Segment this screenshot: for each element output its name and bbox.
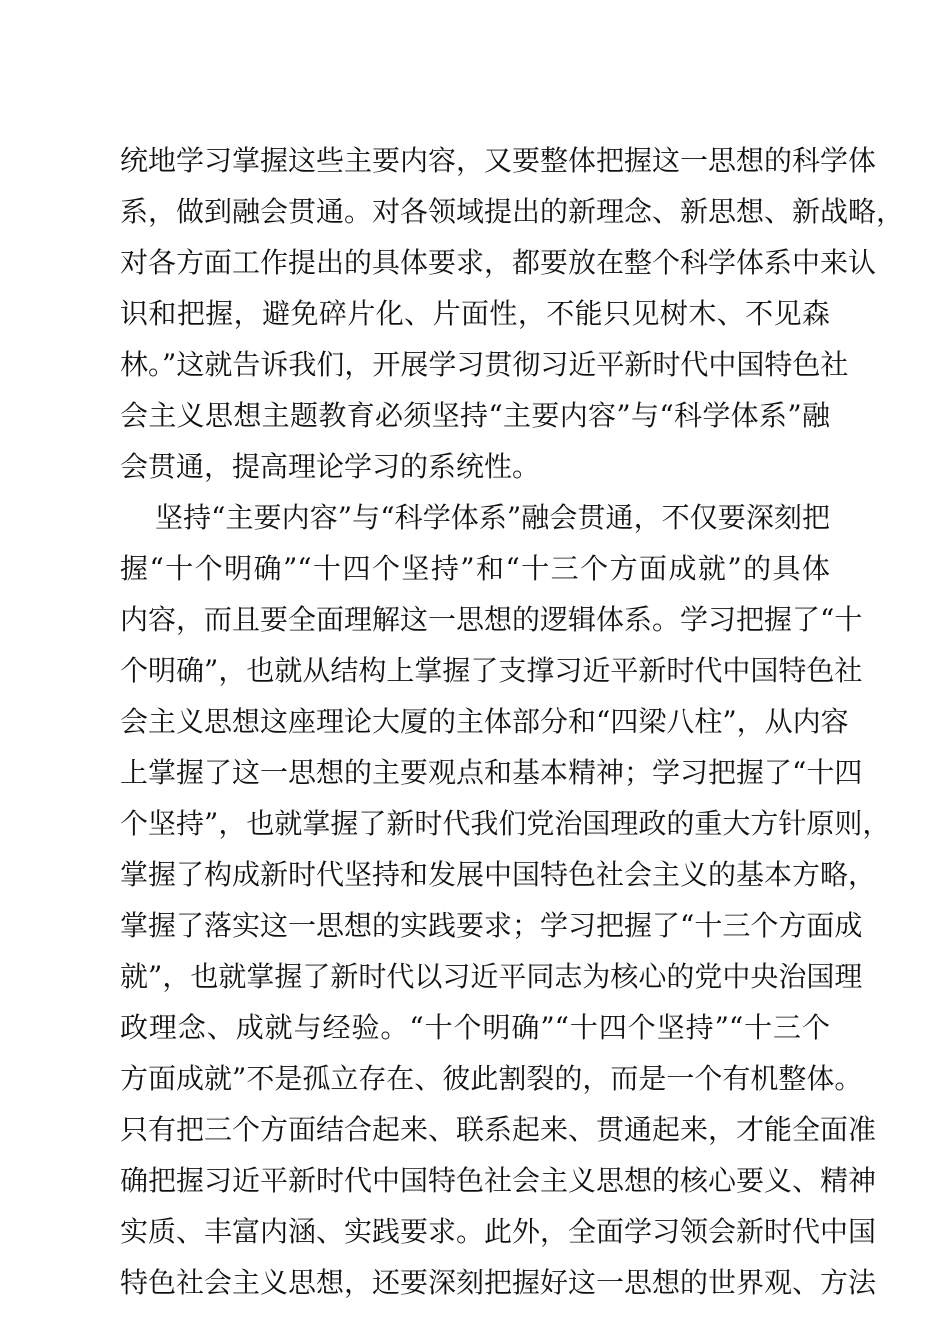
text-line: 就”，也就掌握了新时代以习近平同志为核心的党中央治国理	[120, 960, 863, 993]
text-line: 只有把三个方面结合起来、联系起来、贯通起来，才能全面准	[120, 1113, 877, 1146]
text-line: 实质、丰富内涵、实践要求。此外，全面学习领会新时代中国	[120, 1215, 877, 1248]
text-line: 确把握习近平新时代中国特色社会主义思想的核心要义、精神	[120, 1164, 877, 1197]
text-line: 内容，而且要全面理解这一思想的逻辑体系。学习把握了“十	[120, 603, 863, 636]
text-line: 握“十个明确”“十四个坚持”和“十三个方面成就”的具体	[120, 552, 830, 585]
text-line: 会主义思想这座理论大厦的主体部分和“四梁八柱”，从内容	[120, 705, 849, 738]
text-line: 政理念、成就与经验。“十个明确”“十四个坚持”“十三个	[120, 1011, 830, 1044]
text-line: 统地学习掌握这些主要内容，又要整体把握这一思想的科学体	[120, 144, 877, 177]
paragraph-first-line: 坚持“主要内容”与“科学体系”融会贯通，不仅要深刻把	[155, 501, 830, 534]
text-line: 识和把握，避免碎片化、片面性，不能只见树木、不见森	[120, 297, 830, 330]
text-line: 上掌握了这一思想的主要观点和基本精神；学习把握了“十四	[120, 756, 863, 789]
text-line: 林。”这就告诉我们，开展学习贯彻习近平新时代中国特色社	[120, 348, 849, 381]
text-line: 个明确”，也就从结构上掌握了支撑习近平新时代中国特色社	[120, 654, 863, 687]
text-line: 特色社会主义思想，还要深刻把握好这一思想的世界观、方法	[120, 1266, 877, 1299]
text-line: 会贯通，提高理论学习的系统性。	[120, 450, 541, 483]
text-line: 个坚持”，也就掌握了新时代我们党治国理政的重大方针原则，	[120, 807, 891, 840]
text-line: 会主义思想主题教育必须坚持“主要内容”与“科学体系”融	[120, 399, 830, 432]
text-line: 方面成就”不是孤立存在、彼此割裂的，而是一个有机整体。	[120, 1062, 863, 1095]
text-line: 对各方面工作提出的具体要求，都要放在整个科学体系中来认	[120, 246, 877, 279]
text-line: 系，做到融会贯通。对各领域提出的新理念、新思想、新战略，	[120, 195, 905, 228]
text-line: 掌握了构成新时代坚持和发展中国特色社会主义的基本方略，	[120, 858, 877, 891]
text-line: 掌握了落实这一思想的实践要求；学习把握了“十三个方面成	[120, 909, 863, 942]
